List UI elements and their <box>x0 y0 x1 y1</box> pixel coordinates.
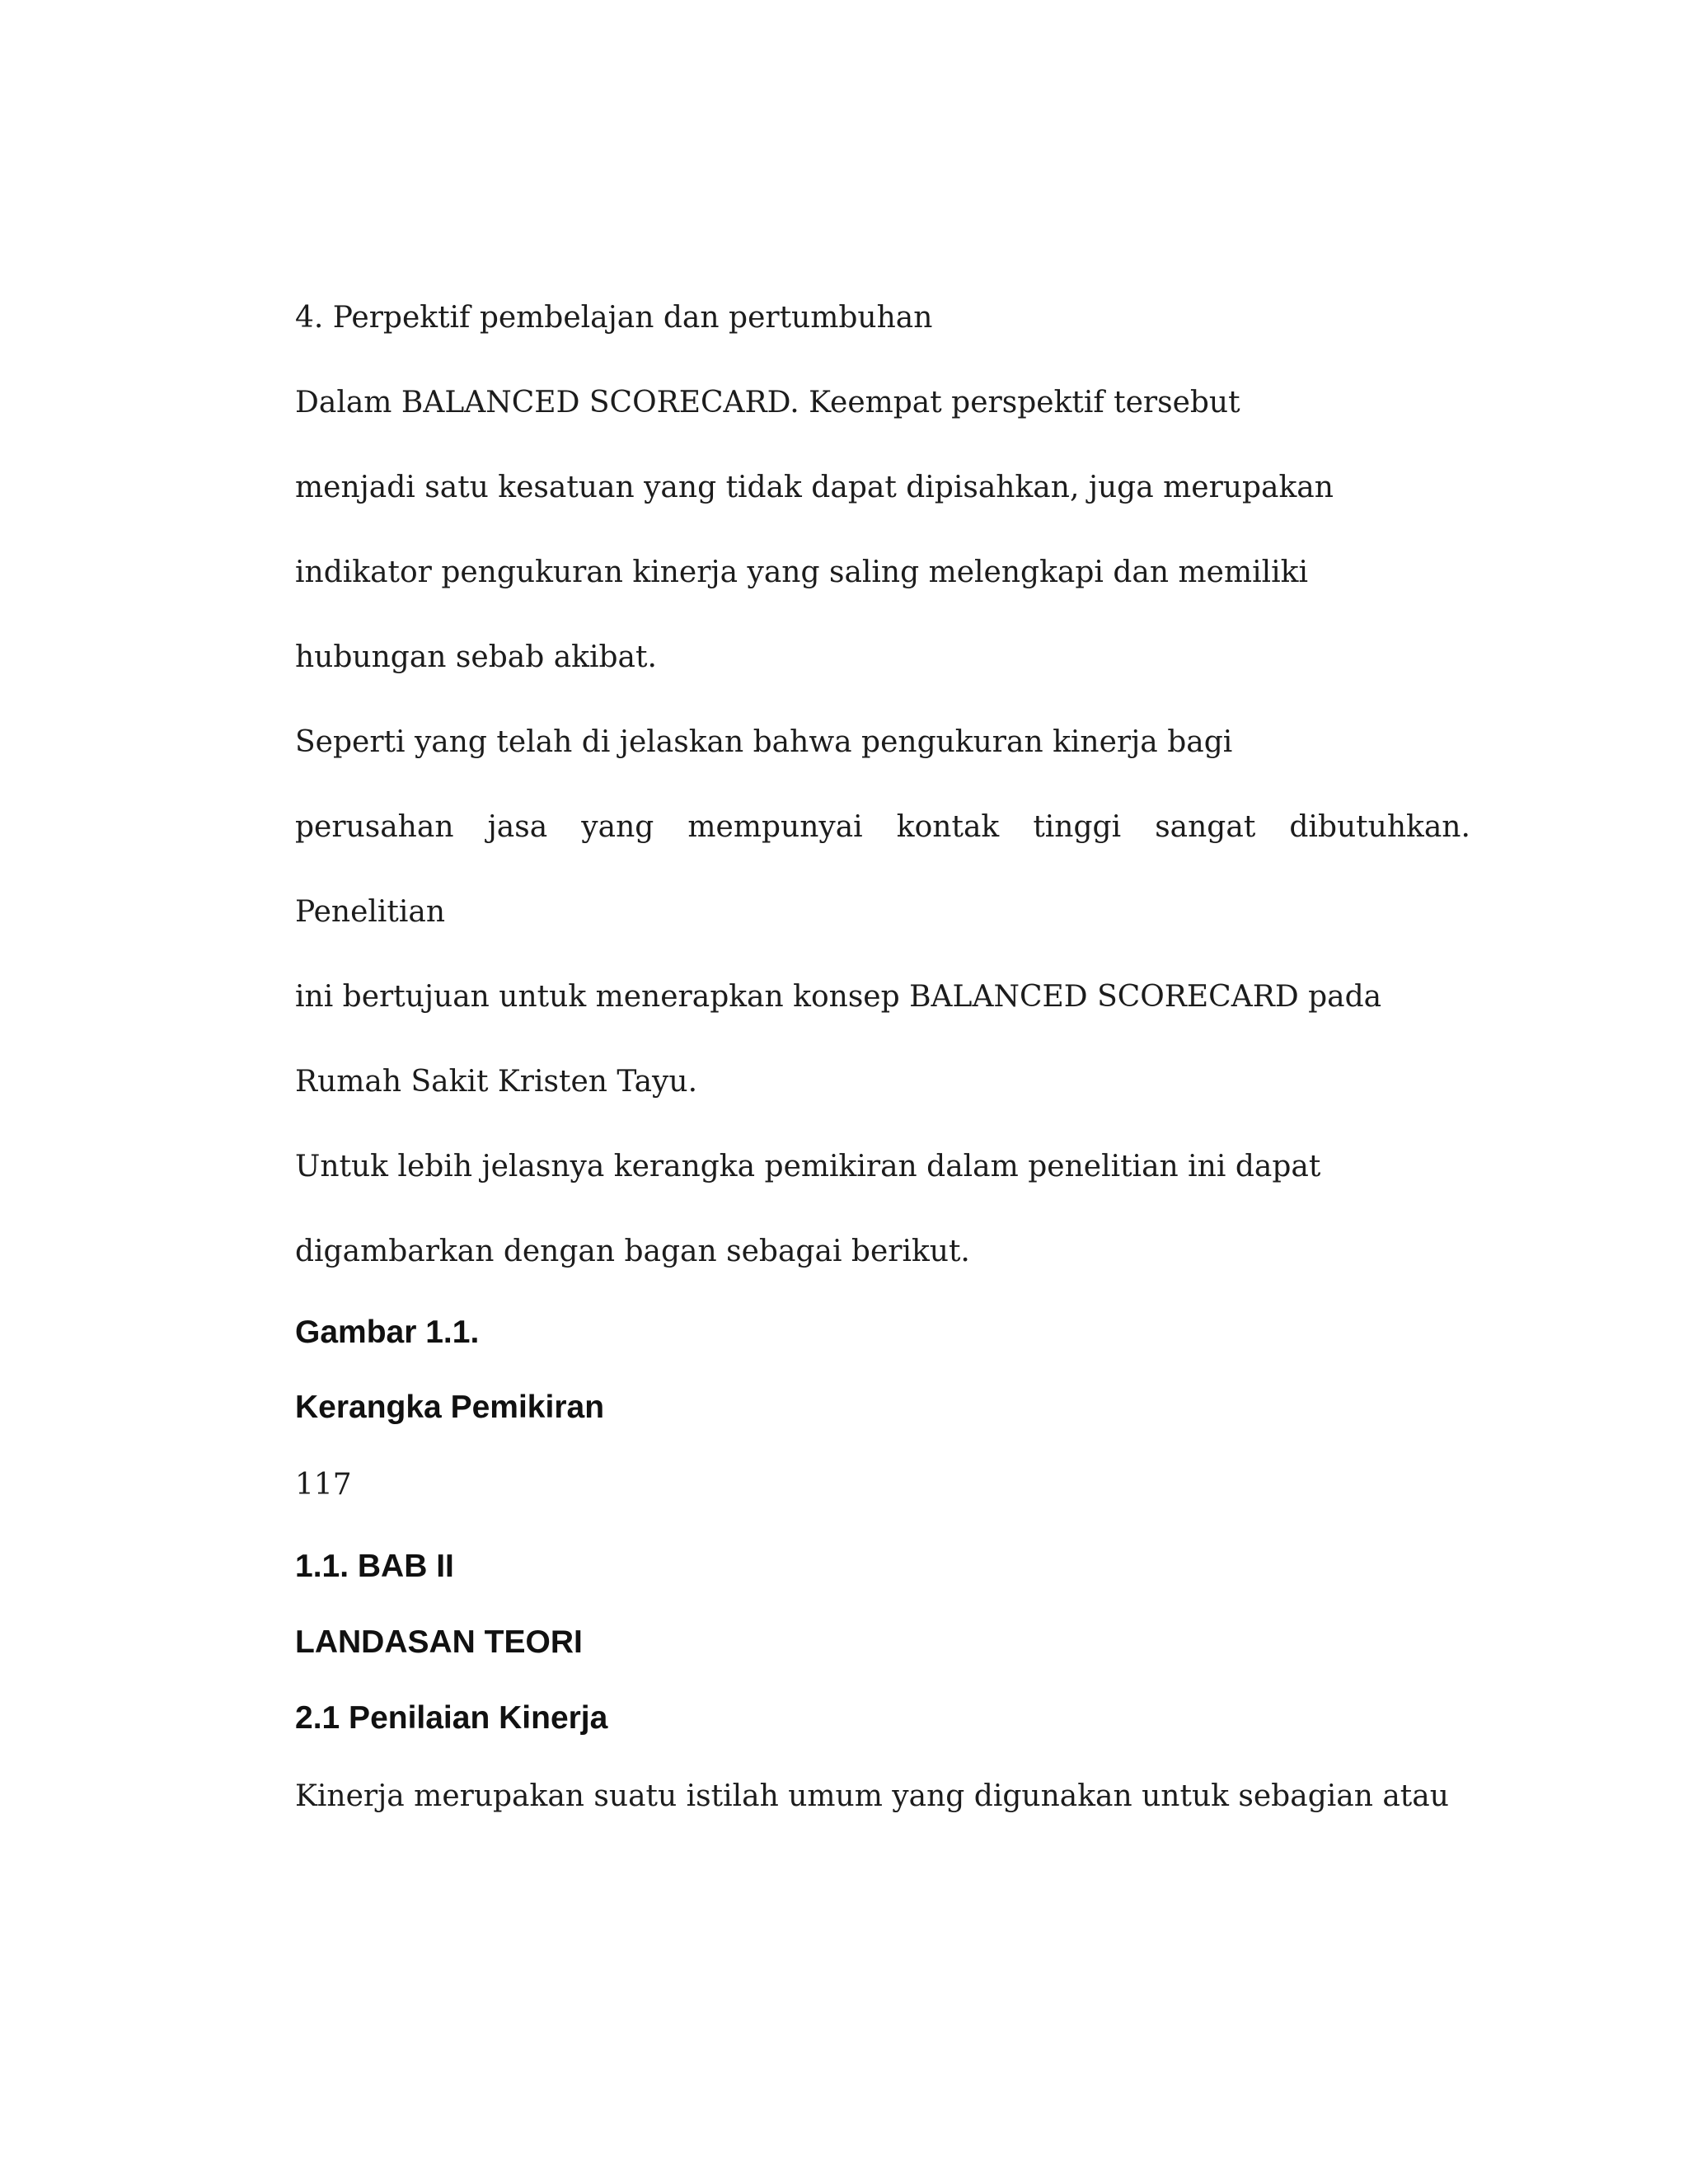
paragraph-1-line-2: menjadi satu kesatuan yang tidak dapat dipisahkan, juga merupakan <box>295 471 1334 504</box>
word: kontak <box>896 810 1000 844</box>
word: tinggi <box>1033 810 1122 844</box>
word: jasa <box>487 810 548 844</box>
figure-title: Kerangka Pemikiran <box>295 1390 605 1425</box>
section-paragraph-line-1: Kinerja merupakan suatu istilah umum yang digunakan untuk sebagian atau <box>295 1779 1449 1813</box>
paragraph-4-line-2: digambarkan dengan bagan sebagai berikut. <box>295 1235 970 1268</box>
paragraph-4-line-1: Untuk lebih jelasnya kerangka pemikiran dalam penelitian ini dapat <box>295 1150 1321 1183</box>
paragraph-1-line-1: Dalam BALANCED SCORECARD. Keempat perspektif tersebut <box>295 386 1240 419</box>
paragraph-1-line-3: indikator pengukuran kinerja yang saling melengkapi dan memiliki <box>295 555 1308 589</box>
word: yang <box>581 810 654 844</box>
chapter-title: LANDASAN TEORI <box>295 1624 583 1660</box>
word: dibutuhkan. <box>1289 810 1470 844</box>
word: perusahan <box>295 810 454 844</box>
paragraph-1-line-4: hubungan sebab akibat. <box>295 640 657 674</box>
paragraph-2-line-3: Penelitian <box>295 895 446 929</box>
chapter-heading: 1.1. BAB II <box>295 1549 454 1584</box>
section-heading: 2.1 Penilaian Kinerja <box>295 1700 608 1736</box>
paragraph-2-line-1: Seperti yang telah di jelaskan bahwa pengukuran kinerja bagi <box>295 725 1233 759</box>
page-number: 117 <box>295 1468 352 1502</box>
word: mempunyai <box>687 810 863 844</box>
list-item-4: 4. Perpektif pembelajan dan pertumbuhan <box>295 301 933 335</box>
paragraph-2-line-2 <box>295 809 1470 846</box>
word: sangat <box>1155 810 1256 844</box>
paragraph-3-line-1: ini bertujuan untuk menerapkan konsep BALANCED SCORECARD pada <box>295 980 1382 1014</box>
figure-label: Gambar 1.1. <box>295 1315 480 1350</box>
paragraph-3-line-2: Rumah Sakit Kristen Tayu. <box>295 1065 698 1099</box>
